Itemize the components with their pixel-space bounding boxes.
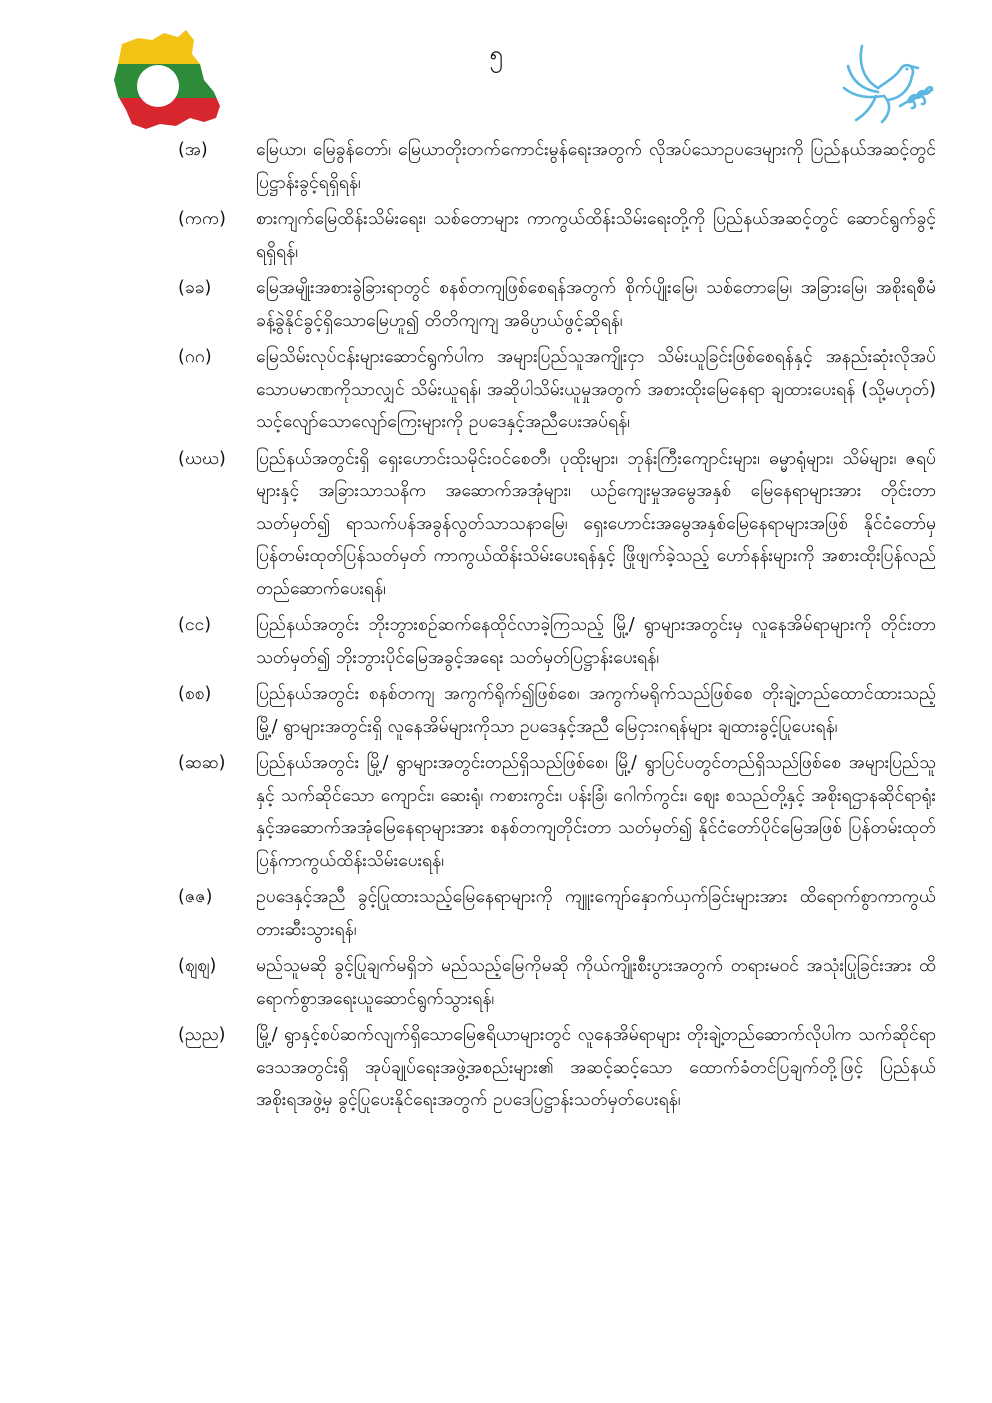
clause-item (178, 881, 936, 946)
clause-item (178, 747, 936, 877)
clause-text: မြေအမျိုးအစားခွဲခြားရာတွင် စနစ်တကျဖြစ်စေရန်အတွက် စိုက်ပျိုးမြေ၊ သစ်တောမြေ၊ အခြားမြေ၊ အစိုးရစီမံခန့်ခွဲနိုင်ခွင့်ရှိသောမြေဟူ၍ တိတိကျကျ အဓိပ္ပာယ်ဖွင့်ဆိုရန်၊ (256, 278, 936, 331)
clause-label: (ဈဈ) (178, 956, 217, 976)
clause-item (178, 1019, 936, 1117)
clause-label: (စစ) (178, 684, 212, 704)
clause-text: မည်သူမဆို ခွင့်ပြုချက်မရှိဘဲ မည်သည့်မြေကိုမဆို ကိုယ်ကျိုးစီးပွားအတွက် တရားမဝင် အသုံးပြုခြင်းအား ထိရောက်စွာအရေးယူဆောင်ရွက်သွားရန်၊ (256, 956, 936, 1009)
clause-label: (အ) (178, 140, 208, 160)
clause-text: စားကျက်မြေထိန်းသိမ်းရေး၊ သစ်တောများ ကာကွယ်ထိန်းသိမ်းရေးတို့ကို ပြည်နယ်အဆင့်တွင် ဆောင်ရွက်ခွင့်ရရှိရန်၊ (256, 209, 936, 262)
page-number: ၅ (489, 40, 503, 68)
clause-text: မြေယာ၊ မြေခွန်တော်၊ မြေယာတိုးတက်ကောင်းမွန်ရေးအတွက် လိုအပ်သောဥပဒေများကို ပြည်နယ်အဆင့်တွင် ပြဋ္ဌာန်းခွင့်ရရှိရန်၊ (256, 140, 936, 193)
clause-item (178, 341, 936, 439)
clause-label: (ဃဃ) (178, 448, 226, 469)
clause-label: (ကက) (178, 209, 226, 229)
clause-item (178, 443, 936, 606)
clause-item (178, 134, 936, 199)
clause-label: (ဆဆ) (178, 753, 226, 773)
clause-label: (ခခ) (178, 278, 212, 298)
clause-text: ပြည်နယ်အတွင်း မြို့/ ရွာများအတွင်းတည်ရှိသည်ဖြစ်စေ၊ မြို့/ ရွာပြင်ပတွင်တည်ရှိသည်ဖြစ်စေ အများပြည်သူနှင့် သက်ဆိုင်သော ကျောင်း၊ ဆေးရုံ၊ ကစားကွင်း၊ ပန်းခြံ၊ ဂေါက်ကွင်း၊ ဈေး စသည်တို့နှင့် အစိုးရဌာနဆိုင်ရာရုံးနှင့်အဆောက်အအုံမြေနေရာများအား စနစ်တကျတိုင်းတာ သတ်မှတ်၍ နိုင်ငံတော်ပိုင်မြေအဖြစ် ပြန်တမ်းထုတ်ပြန်ကာကွယ်ထိန်းသိမ်းပေးရန်၊ (256, 753, 936, 871)
clause-text: ဥပဒေနှင့်အညီ ခွင့်ပြုထားသည့်မြေနေရာများကို ကျူးကျော်နှောက်ယှက်ခြင်းများအား ထိရောက်စွာကာကွယ်တားဆီးသွားရန်၊ (256, 887, 936, 940)
clause-item (178, 272, 936, 337)
clause-text: မြို့/ ရွာနှင့်စပ်ဆက်လျက်ရှိသောမြေဧရိယာများတွင် လူနေအိမ်ရာများ တိုးချဲ့တည်ဆောက်လိုပါက သက်ဆိုင်ရာဒေသအတွင်းရှိ အုပ်ချုပ်ရေးအဖွဲ့အစည်းများ၏ အဆင့်ဆင့်သော ထောက်ခံတင်ပြချက်တို့ဖြင့် ပြည်နယ်အစိုးရအဖွဲ့မှ ခွင့်ပြုပေးနိုင်ရေးအတွက် ဥပဒေပြဋ္ဌာန်းသတ်မှတ်ပေးရန်၊ (256, 1025, 936, 1110)
clause-item (178, 678, 936, 743)
clause-label: (ဂဂ) (178, 347, 212, 367)
clause-text: ပြည်နယ်အတွင်း ဘိုးဘွားစဉ်ဆက်နေထိုင်လာခဲ့ကြသည့် မြို့/ ရွာများအတွင်းမှ လူနေအိမ်ရာများကို တိုင်းတာသတ်မှတ်၍ ဘိုးဘွားပိုင်မြေအခွင့်အရေး သတ်မှတ်ပြဋ္ဌာန်းပေးရန်၊ (256, 615, 936, 668)
clause-label: (ညည) (178, 1025, 226, 1045)
clause-item (178, 950, 936, 1015)
clause-list (178, 134, 936, 1121)
clause-item (178, 609, 936, 674)
clause-text: ပြည်နယ်အတွင်း စနစ်တကျ အကွက်ရိုက်၍ဖြစ်စေ၊ အကွက်မရိုက်သည်ဖြစ်စေ တိုးချဲ့တည်ထောင်ထားသည့် မြို့/ ရွာများအတွင်းရှိ လူနေအိမ်များကိုသာ ဥပဒေနှင့်အညီ မြေငှားဂရန်များ ချထားခွင့်ပြုပေးရန်၊ (256, 684, 936, 737)
clause-text: ပြည်နယ်အတွင်းရှိ ရှေးဟောင်းသမိုင်းဝင်စေတီ၊ ပုထိုးများ၊ ဘုန်းကြီးကျောင်းများ၊ ဓမ္မာရုံများ၊ သိမ်များ၊ ဇရပ်များနှင့် အခြားသာသနိက အဆောက်အအုံများ၊ ယဉ်ကျေးမှုအမွေအနှစ် မြေနေရာများအား တိုင်းတာသတ်မှတ်၍ ရာသက်ပန်အခွန်လွတ်သာသနာမြေ၊ ရှေးဟောင်းအမွေအနှစ်မြေနေရာများအဖြစ် နိုင်ငံတော်မှ ပြန်တမ်းထုတ်ပြန်သတ်မှတ် ကာကွယ်ထိန်းသိမ်းပေးရန်နှင့် ဖြိုဖျက်ခဲ့သည့် ဟော်နန်းများကို အစားထိုးပြန်လည်တည်ဆောက်ပေးရန်၊ (256, 448, 936, 599)
clause-item (178, 203, 936, 268)
clause-label: (ငင) (178, 615, 212, 635)
clause-label: (ဇဇ) (178, 887, 213, 907)
clause-text: မြေသိမ်းလုပ်ငန်းများဆောင်ရွက်ပါက အများပြည်သူအကျိုးငှာ သိမ်းယူခြင်းဖြစ်စေရန်နှင့် အနည်းဆုံးလိုအပ်သောပမာဏကိုသာလျှင် သိမ်းယူရန်၊ အဆိုပါသိမ်းယူမှုအတွက် အစားထိုးမြေနေရာ ချထားပေးရန် (သို့မဟုတ်) သင့်လျော်သောလျော်ကြေးများကို ဥပဒေနှင့်အညီပေးအပ်ရန်၊ (256, 347, 936, 432)
